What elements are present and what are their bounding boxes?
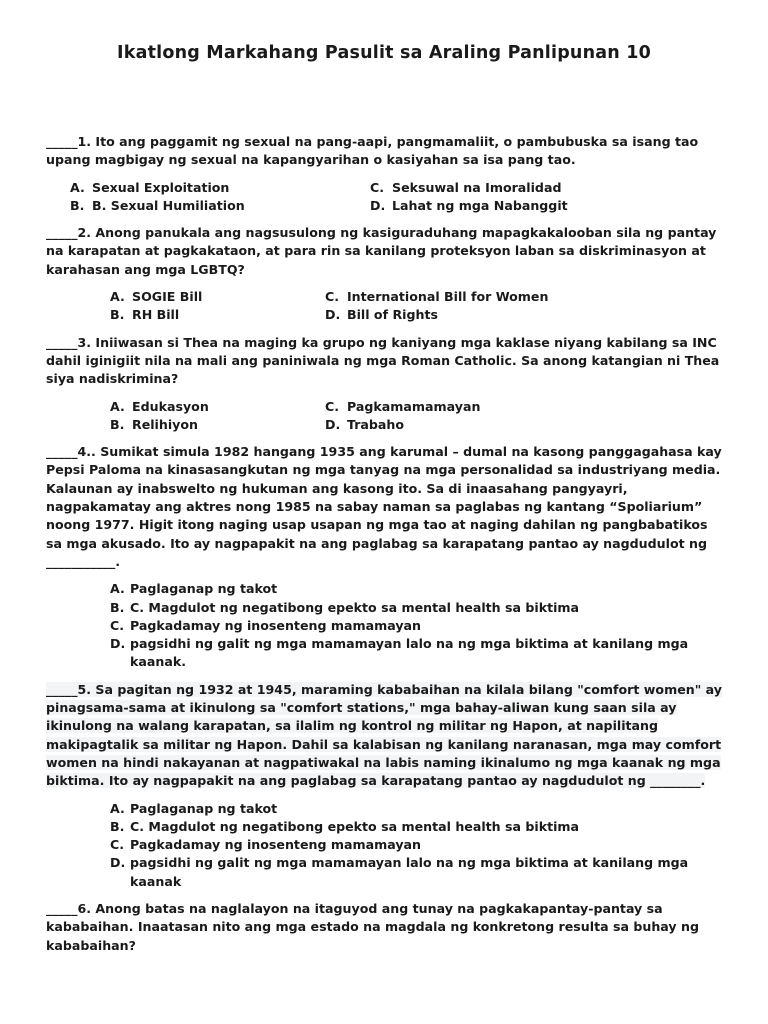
option-3a: A. Edukasyon [110,398,209,414]
option-1a: A. Sexual Exploitation [70,179,230,195]
question-5-text: _____5. Sa pagitan ng 1932 at 1945, maraming kababaihan na kilala bilang "comfort women" ay pinagsama-sama at ikinulong sa "comfort stations," mga bahay-aliwan kung saan sila ay ikinulong na walang karapatan, sa ilalim ng kontrol ng militar ng Hapon, at napilitang makipagtalik sa militar ng Hapon. Dahil sa kalabisan ng kanilang naranasan, mga may comfort women na hindi nakayanan at nagpatiwakal na labis naming ikinalumo ng mga kaanak ng mga biktima. Ito ay nagpapakit na ang paglabag sa karapatang pantao ay nagdudulot ng ________. [46,681,722,789]
option-3c: C. Pagkamamamayan [325,398,481,414]
option-3d: D. Trabaho [325,416,405,432]
option-2a: A. SOGIE Bill [110,289,203,305]
option-4d: D. pagsidhi ng galit ng mga mamamayan lalo na ng mga biktima at kanilang mga kaanak. [110,636,689,670]
option-5c: C. Pagkadamay ng inosenteng mamamayan [110,837,421,853]
exam-content [46,133,726,955]
question-3-options [110,398,726,435]
option-2c: C. International Bill for Women [325,289,549,305]
option-1d: D. Lahat ng mga Nabanggit [370,197,568,213]
question-2-options [110,288,726,325]
question-3: _____3. Iniiwasan si Thea na maging ka grupo ng kaniyang mga kaklase niyang kabilang sa INC dahil iginigiit nila na mali ang paniniwala ng mga Roman Catholic. Sa anong katangian ni Thea siya nadiskrimina? [46,334,720,387]
question-1-options [70,179,726,216]
option-2b: B. RH Bill [110,307,180,323]
option-5a: A. Paglaganap ng takot [110,800,278,816]
question-1: _____1. Ito ang paggamit ng sexual na pang-aapi, pangmamaliit, o pambubuska sa isang tao upang magbigay ng sexual na kapangyarihan o kasiyahan sa isa pang tao. [46,134,699,168]
option-4c: C. Pagkadamay ng inosenteng mamamayan [110,617,421,633]
question-4-options [110,580,710,671]
question-6: _____6. Anong batas na naglalayon na itaguyod ang tunay na pagkakapantay-pantay sa kababaihan. Inaatasan nito ang mga estado na magdala ng konkretong resulta sa buhay ng kababaihan? [46,900,699,953]
option-1b: B. B. Sexual Humiliation [70,197,245,213]
page-title: Ikatlong Markahang Pasulit sa Araling Panlipunan 10 [117,43,651,63]
option-4a: A. Paglaganap ng takot [110,581,278,597]
option-5d: D. pagsidhi ng galit ng mga mamamayan lalo na ng mga biktima at kanilang mga kaanak [110,855,689,889]
question-5 [46,681,726,791]
option-1c: C. Seksuwal na Imoralidad [370,179,562,195]
option-3b: B. Relihiyon [110,416,198,432]
option-4b: B. C. Magdulot ng negatibong epekto sa mental health sa biktima [110,599,580,615]
option-2d: D. Bill of Rights [325,307,438,323]
question-5-options [110,800,710,891]
question-4: _____4.. Sumikat simula 1982 hangang 1935 ang karumal – dumal na kasong panggagahasa kay Pepsi Paloma na kinasasangkutan ng mga tanyag na mga personalidad sa industriyang media. Kalaunan ay inabswelto ng hukuman ang kasong ito. Sa di inaasahang pangyayri, nagpakamatay ang aktres nong 1985 na sabay naman sa paglabas ng kantang “Spoliarium” noong 1977. Higit itong naging usap usapan ng mga tao at naging dahilan ng pangbabatikos sa mga akusado. Ito ay nagpapakit na ang paglabag sa karapatang pantao ay nagdudulot ng ___________. [46,444,722,569]
question-2: _____2. Anong panukala ang nagsusulong ng kasiguraduhang mapagkakalooban sila ng pantay na karapatan at pagkakataon, at para rin sa kanilang proteksyon laban sa diskriminasyon at karahasan ang mga LGBTQ? [46,225,717,277]
option-5b: B. C. Magdulot ng negatibong epekto sa mental health sa biktima [110,818,580,834]
